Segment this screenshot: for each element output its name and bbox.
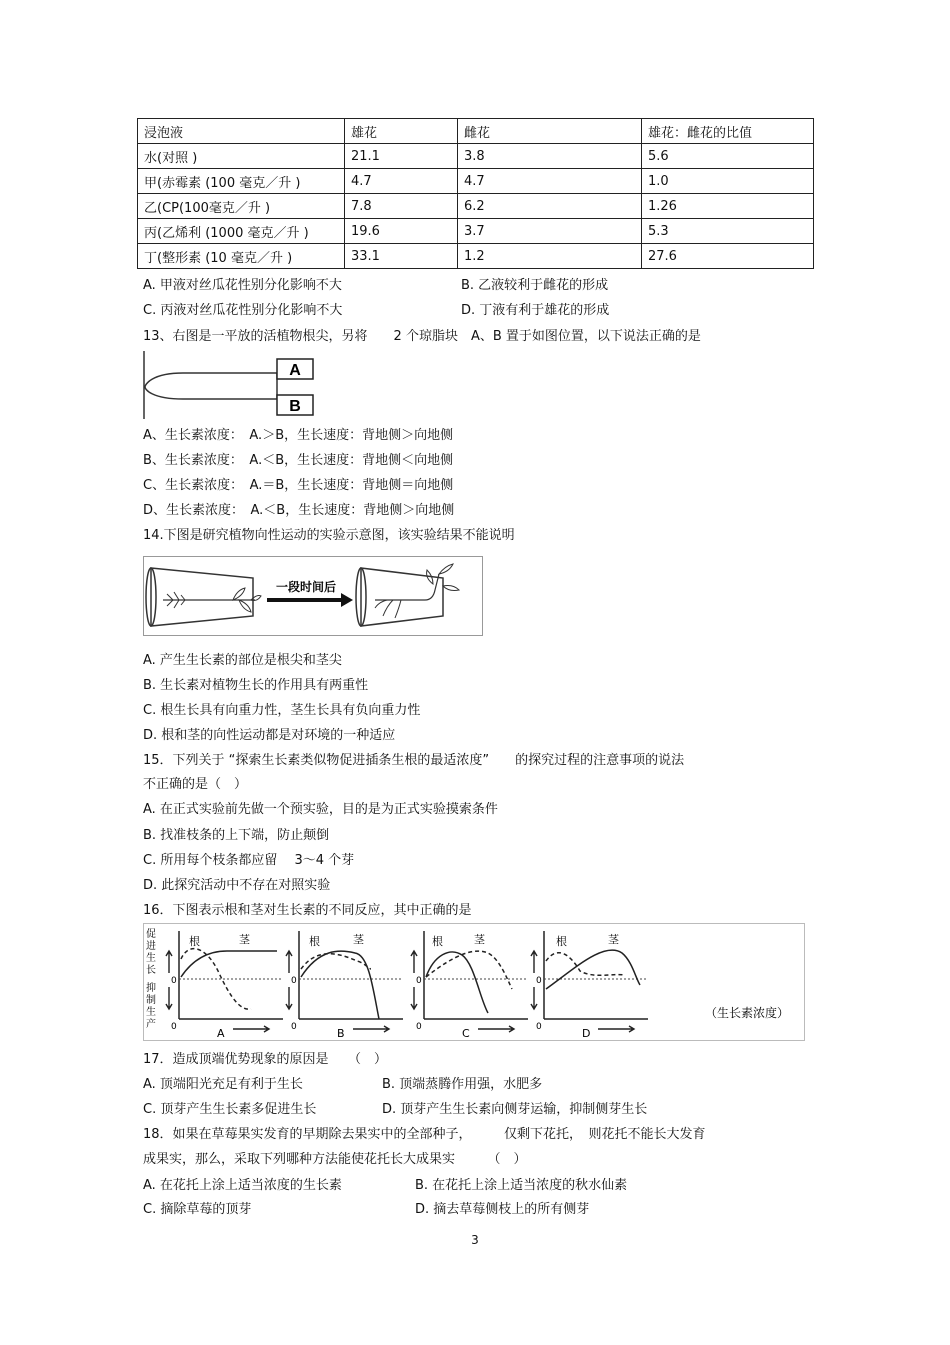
graph-panel-c [411,931,528,1040]
table-cell: 3.7 [458,219,642,244]
inhibit-arrow-icon [531,987,537,1009]
table-row [138,144,814,169]
root-label: 根 [432,935,443,948]
concentration-arrow-icon [598,1026,634,1032]
table-cell: 21.1 [345,144,458,169]
stem-curve [181,951,277,977]
q18-stem-line2: 成果实，那么，采取下列哪种方法能使花托长大成果实 （ ） [143,1152,527,1167]
q12-option-c: C. 丙液对丝瓜花性别分化影响不大 [143,303,343,318]
table-cell: 1.0 [642,169,814,194]
svg-text:抑 制 生 产 [146,981,159,1030]
q13-option-d: D、生长素浓度： A.＜B，生长速度：背地侧＞向地侧 [143,503,455,518]
y-label-promote-3: 生 [146,953,156,964]
panel-label: A [217,1027,225,1040]
arrow-label: 一段时间后 [275,580,337,594]
q18-option-b: B. 在花托上涂上适当浓度的秋水仙素 [415,1178,628,1193]
stem-curve [546,950,640,989]
table-header: 雄花 [345,119,458,144]
q14-option-b: B. 生长素对植物生长的作用具有两重性 [143,678,369,693]
q13-option-b: B、生长素浓度： A.＜B，生长速度：背地侧＜向地侧 [143,453,454,468]
q14-option-d: D. 根和茎的向性运动都是对环境的一种适应 [143,728,396,743]
q15-stem-line2: 不正确的是（ ） [143,777,248,792]
root-curve [546,953,624,976]
q14-option-a: A. 产生生长素的部位是根尖和茎尖 [143,653,342,668]
root-tip-figure [143,351,323,419]
y-label-inhibit-4: 产 [146,1019,156,1030]
concentration-arrow-icon [478,1026,514,1032]
q17-option-a: A. 顶端阳光充足有利于生长 [143,1077,303,1092]
table-header: 雄花：雌花的比值 [642,119,814,144]
page-number: 3 [471,1233,479,1247]
q18-option-d: D. 摘去草莓侧枝上的所有侧芽 [415,1202,590,1217]
y-label-promote-1: 促 [146,929,156,940]
q13-stem: 13、右图是一平放的活植物根尖，另将 2 个琼脂块 A、B 置于如图位置，以下说法正确的是 [143,329,701,344]
origin-label: 0 [291,1022,297,1032]
table-cell: 5.6 [642,144,814,169]
q15-option-c: C. 所用每个枝条都应留 3～4 个芽 [143,853,355,868]
promote-arrow-icon [411,951,417,973]
table-cell: 乙(CP(100毫克／升 ) [138,194,345,219]
panel-label: B [337,1027,345,1040]
graph-panel-a [166,931,283,1040]
origin-label: 0 [171,1022,177,1032]
svg-text:促 进 生 长 [146,928,159,976]
y-label-inhibit-3: 生 [146,1007,156,1018]
origin-label: 0 [536,1022,542,1032]
table-header: 雌花 [458,119,642,144]
y-label-promote-4: 长 [146,965,156,976]
stem-label: 茎 [353,933,364,946]
stem-label: 茎 [608,933,619,946]
hormone-table [137,118,814,269]
q14-option-c: C. 根生长具有向重力性，茎生长具有负向重力性 [143,703,421,718]
table-row [138,219,814,244]
zero-label: 0 [291,976,297,986]
table-row [138,194,814,219]
q17-option-d: D. 顶芽产生生长素向侧芽运输，抑制侧芽生长 [382,1102,648,1117]
table-cell: 水(对照 ) [138,144,345,169]
table-cell: 3.8 [458,144,642,169]
q12-option-d: D. 丁液有利于雄花的形成 [461,303,610,318]
promote-arrow-icon [531,951,537,973]
q13-option-c: C、生长素浓度： A.＝B，生长速度：背地侧＝向地侧 [143,478,454,493]
promote-arrow-icon [166,951,172,973]
table-row [138,244,814,269]
q14-stem: 14.下图是研究植物向性运动的实验示意图，该实验结果不能说明 [143,528,515,543]
table-cell: 7.8 [345,194,458,219]
panel-label: D [582,1027,591,1040]
q18-stem-line1: 18．如果在草莓果实发育的早期除去果实中的全部种子， 仅剩下花托， 则花托不能长大发育 [143,1127,706,1142]
graph-panel-d [531,931,648,1040]
root-label: 根 [556,935,567,948]
agar-block-a-label: A [289,362,301,379]
q16-stem: 16．下图表示根和茎对生长素的不同反应，其中正确的是 [143,903,472,918]
table-cell: 丁(整形素 (10 毫克／升 ) [138,244,345,269]
q17-option-c: C. 顶芽产生生长素多促进生长 [143,1102,317,1117]
zero-label: 0 [416,976,422,986]
table-cell: 丙(乙烯利 (1000 毫克／升 ) [138,219,345,244]
zero-label: 0 [171,976,177,986]
q17-option-b: B. 顶端蒸腾作用强，水肥多 [382,1077,543,1092]
inhibit-arrow-icon [411,987,417,1009]
y-label-inhibit-1: 抑 [146,983,156,994]
stem-curve [426,952,488,1013]
table-cell: 33.1 [345,244,458,269]
table-cell: 甲(赤霉素 (100 毫克／升 ) [138,169,345,194]
q12-option-a: A. 甲液对丝瓜花性别分化影响不大 [143,278,342,293]
table-row [138,169,814,194]
x-axis-note: （生长素浓度） [705,1006,790,1020]
root-label: 根 [189,935,200,948]
panel-label: C [462,1027,470,1040]
concentration-arrow-icon [353,1026,389,1032]
table-cell: 27.6 [642,244,814,269]
tropism-experiment-figure [143,556,483,636]
q17-stem: 17．造成顶端优势现象的原因是 （ ） [143,1052,388,1067]
table-cell: 4.7 [458,169,642,194]
q18-option-a: A. 在花托上涂上适当浓度的生长素 [143,1178,342,1193]
q15-option-d: D. 此探究活动中不存在对照实验 [143,878,331,893]
y-label-promote-2: 进 [146,941,156,952]
table-cell: 1.2 [458,244,642,269]
table-cell: 4.7 [345,169,458,194]
auxin-response-figure [143,923,805,1041]
table-cell: 6.2 [458,194,642,219]
y-label-inhibit-2: 制 [146,995,156,1006]
stem-label: 茎 [474,933,485,946]
table-header: 浸泡液 [138,119,345,144]
agar-block-b-label: B [289,398,301,415]
zero-label: 0 [536,976,542,986]
origin-label: 0 [416,1022,422,1032]
graph-panel-b [286,931,403,1040]
stem-label: 茎 [239,933,250,946]
table-cell: 19.6 [345,219,458,244]
q13-option-a: A、生长素浓度： A.＞B，生长速度：背地侧＞向地侧 [143,428,454,443]
inhibit-arrow-icon [166,987,172,1009]
q15-option-b: B. 找准枝条的上下端，防止颠倒 [143,828,330,843]
table-cell: 5.3 [642,219,814,244]
stem-curve [301,951,379,1019]
q12-option-b: B. 乙液较利于雌花的形成 [461,278,609,293]
root-label: 根 [309,935,320,948]
promote-arrow-icon [286,951,292,973]
inhibit-arrow-icon [286,987,292,1009]
q18-option-c: C. 摘除草莓的顶芽 [143,1202,252,1217]
concentration-arrow-icon [233,1026,269,1032]
q15-option-a: A. 在正式实验前先做一个预实验，目的是为正式实验摸索条件 [143,802,498,817]
table-header-row [138,119,814,144]
table-cell: 1.26 [642,194,814,219]
q15-stem-line1: 15．下列关于 “探索生长素类似物促进插条生根的最适浓度” 的探究过程的注意事项的说法 [143,753,685,768]
